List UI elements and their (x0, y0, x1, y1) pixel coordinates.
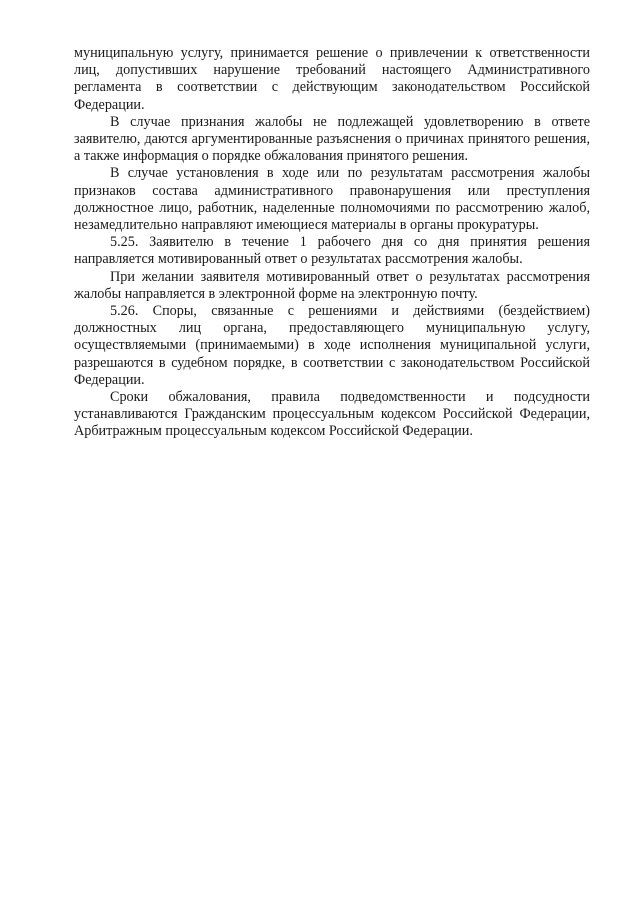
paragraph-liability-decision: муниципальную услугу, принимается решение о привлечении к ответственности лиц, допустивших нарушение требований настоящего Административного регламента в соответствии с действующим законодательством Российской Федерации. (74, 45, 590, 113)
paragraph-prosecutor-referral: В случае установления в ходе или по результатам рассмотрения жалобы признаков состава административного правонарушения или преступления должностное лицо, работник, наделенные полномочиями по рассмотрению жалоб, незамедлительно направляют имеющиеся материалы в органы прокуратуры. (74, 165, 590, 234)
paragraph-5-25: 5.25. Заявителю в течение 1 рабочего дня со дня принятия решения направляется мотивированный ответ о результатах рассмотрения жалобы. (74, 234, 590, 268)
paragraph-5-26: 5.26. Споры, связанные с решениями и действиями (бездействием) должностных лиц органа, предоставляющего муниципальную услугу, осуществляемыми (принимаемыми) в ходе исполнения муниципальной услуги, разрешаются в судебном порядке, в соответствии с законодательством Российской Федерации. (74, 303, 590, 388)
paragraph-electronic-reply: При желании заявителя мотивированный ответ о результатах рассмотрения жалобы направляется в электронной форме на электронную почту. (74, 268, 590, 302)
paragraph-complaint-rejected: В случае признания жалобы не подлежащей удовлетворению в ответе заявителю, даются аргументированные разъяснения о причинах принятого решения, а также информация о порядке обжалования принятого решения. (74, 113, 590, 165)
document-body (74, 45, 590, 441)
paragraph-appeal-terms: Сроки обжалования, правила подведомственности и подсудности устанавливаются Гражданским процессуальным кодексом Российской Федерации, Арбитражным процессуальным кодексом Российской Федерации. (74, 389, 590, 440)
